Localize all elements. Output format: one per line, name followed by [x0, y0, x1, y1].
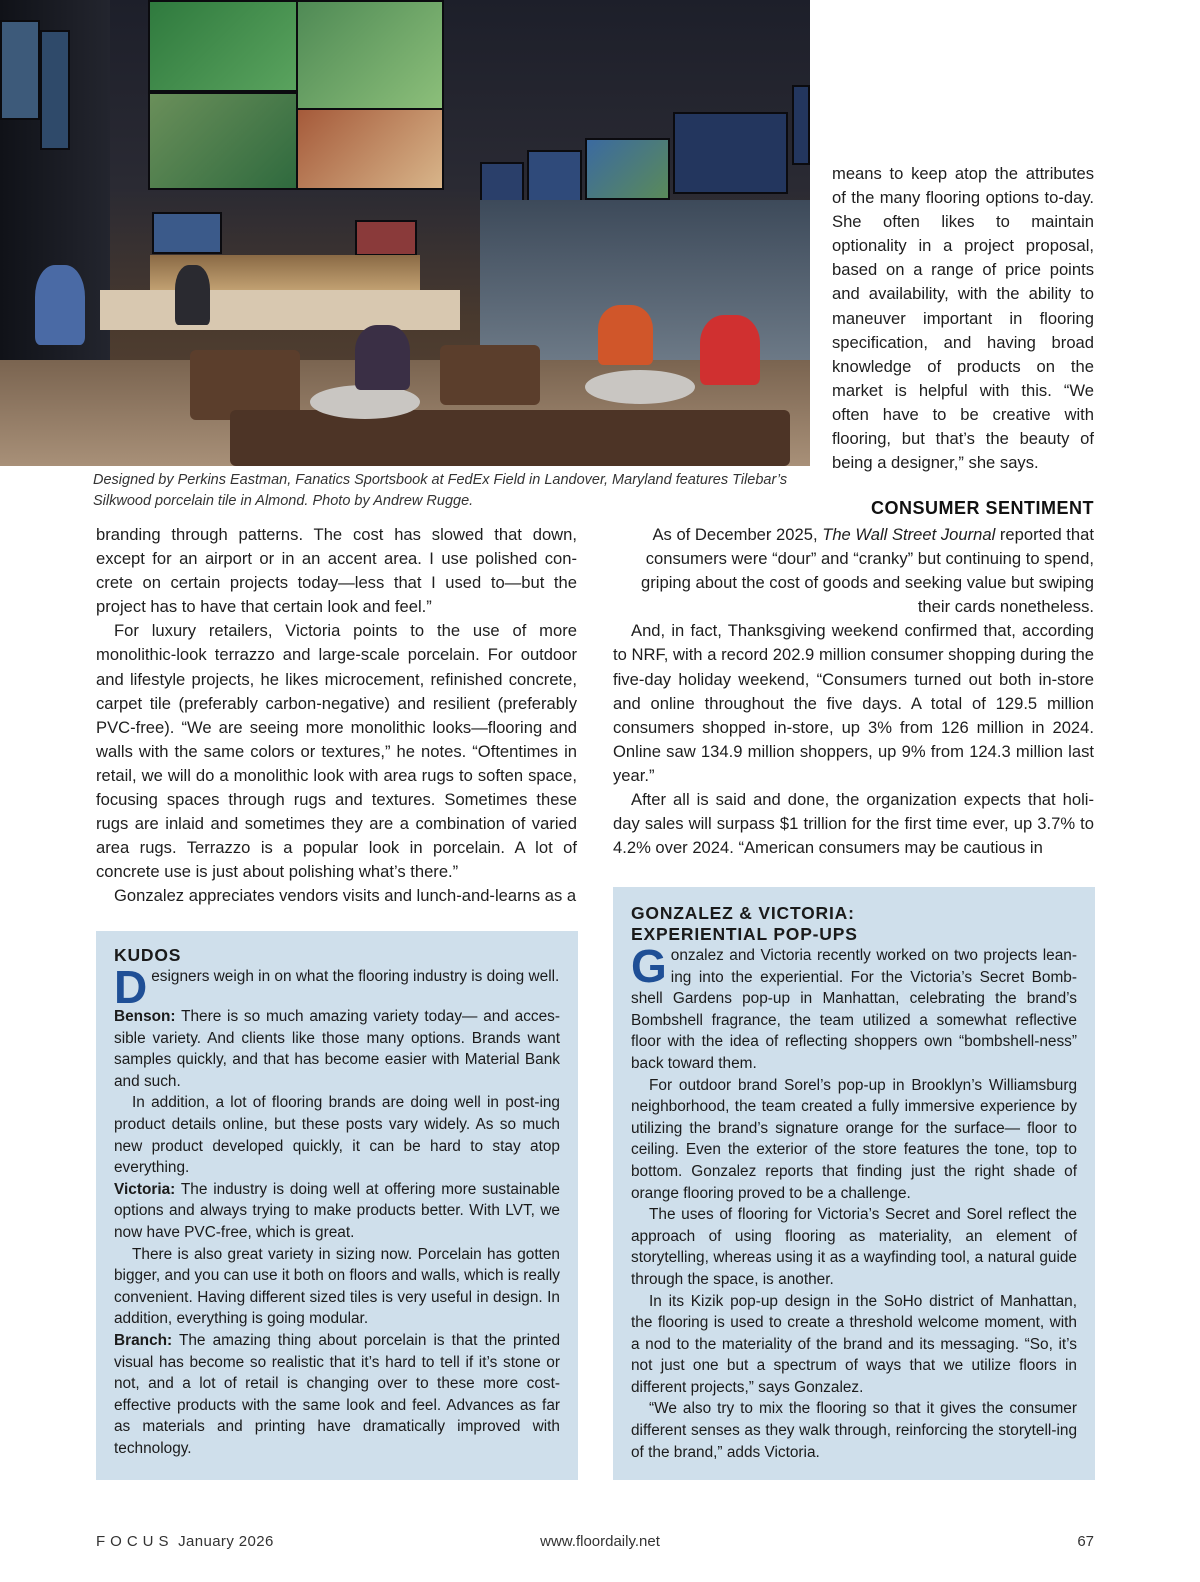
section-heading-consumer-sentiment: CONSUMER SENTIMENT: [870, 498, 1094, 518]
paragraph: In its Kizik pop-up design in the SoHo district of Manhattan, the flooring is used to create a threshold welcome moment, with a nod to the materiality of the brand and its messaging. “So, it’s not just one but a spectrum of ways that we utilize floors in different projects,” says Gonzalez.: [631, 1292, 1077, 1396]
paragraph: And, in fact, Thanksgiving weekend confirmed that, according to NRF, with a record 202.9 million consumer shopping during the five-day holiday weekend, “Consumers turned out both in-store and online throughout the five days. A total of 129.5 million consumers shopped in-store, up 3% from 126 million in 2024. Online saw 134.9 million shoppers, up 9% from 124.3 million last year.”: [613, 621, 1094, 785]
publication-name: The Wall Street Journal: [822, 525, 996, 544]
kudos-sidebar: [96, 931, 578, 1480]
paragraph: Branch: The amazing thing about porcelain is that the printed visual has become so realistic that it’s hard to tell if it’s stone or not, and a lot of retail is changing over to these more cost-effective products with the same look and feel. Advances as far as materials and printing have dramatically improved with technology.: [114, 1331, 560, 1457]
popups-sidebar: [613, 887, 1095, 1480]
paragraph: Gonzalez appreciates vendors visits and lunch-and-learns as a: [114, 886, 577, 906]
dropcap: D: [114, 961, 148, 1013]
footer-publication: FOCUS January 2026: [96, 1533, 274, 1550]
paragraph: “We also try to mix the flooring so that it gives the consumer different senses as they walk through, reinforcing the storytell-ing of the brand,” adds Victoria.: [631, 1400, 1077, 1461]
footer-website[interactable]: www.floordaily.net: [540, 1533, 660, 1550]
paragraph-lead: As of December 2025, The Wall Street Journal reported that consumers were “dour” and “cranky” but continuing to spend, griping about the cost of goods and seeking value but swiping their cards nonetheless.: [641, 525, 1094, 617]
sidebar-heading: KUDOS: [114, 945, 182, 965]
photo-caption: Designed by Perkins Eastman, Fanatics Sportsbook at FedEx Field in Landover, Maryland features Tilebar’s Silkwood porcelain tile in Almond. Photo by Andrew Rugge.: [93, 472, 788, 509]
dropcap: G: [631, 940, 667, 992]
paragraph: [613, 523, 1094, 619]
page-number: 67: [1077, 1533, 1094, 1550]
paragraph: means to keep atop the attributes of the many flooring options to-day. She often likes to maintain optionality in a project proposal, based on a range of price points and availability, with the ability to maneuver important in flooring specification, and having broad knowledge of products on the market is helpful with this. “We often have to be creative with flooring, but that’s the beauty of being a designer,” she says.: [832, 164, 1094, 473]
speaker-label: Victoria:: [114, 1180, 176, 1198]
left-column: [96, 523, 577, 909]
paragraph: The uses of flooring for Victoria’s Secret and Sorel reflect the approach of using flooring as materiality, an element of storytelling, whereas using it as a wayfinding tool, a natural guide through the space, is another.: [631, 1206, 1077, 1288]
sportsbook-photo: [0, 0, 810, 466]
paragraph: There is also great variety in sizing now. Porcelain has gotten bigger, and you can use it both on floors and walls, which is really convenient. Having different sized tiles is very useful in design. In addition, everything is going modular.: [114, 1245, 560, 1328]
paragraph: For outdoor brand Sorel’s pop-up in Brooklyn’s Williamsburg neighborhood, the team created a fully immersive experience by utilizing the brand’s signature orange for the surface— floor to ceiling. Even the exterior of the store features the tone, top to bottom. Gonzalez reports that finding just the right shade of orange flooring proved to be a challenge.: [631, 1076, 1077, 1202]
paragraph: In addition, a lot of flooring brands are doing well in post-ing product details online, but these posts vary widely. As so much new product developed quickly, it can be hard to stay atop everything.: [114, 1094, 560, 1177]
right-column: [613, 523, 1094, 860]
intro-paragraph: Designers weigh in on what the flooring industry is doing well.: [114, 961, 560, 1013]
speaker-label: Benson:: [114, 1008, 176, 1025]
sidebar-text: [631, 940, 1077, 1463]
paragraph: Benson: There is so much amazing variety today— and acces-sible variety. And clients like those many options. Brands want samples quickly, and that has become easier with Material Bank and such.: [114, 1008, 560, 1090]
paragraph: After all is said and done, the organization expects that holi-day sales will surpass $1 trillion for the first time ever, up 3.7% to 4.2% over 2024. “American consumers may be cautious in: [613, 790, 1094, 858]
sidebar-text: [114, 961, 560, 1459]
speaker-label: Branch:: [114, 1331, 173, 1349]
sidebar-heading: GONZALEZ & VICTORIA: EXPERIENTIAL POP-UPS: [631, 903, 858, 944]
paragraph: Gonzalez and Victoria recently worked on two projects lean-ing into the experiential. For the Victoria’s Secret Bomb-shell Gardens pop-up in Manhattan, celebrating the brand’s Bombshell fragrance, the team utilized a somewhat reflective floor with the idea of reflecting shoppers own “bombshell-ness” back toward them.: [631, 940, 1077, 1072]
paragraph: branding through patterns. The cost has slowed that down, except for an airport or in an accent area. I use polished con-crete on certain projects today—less that I used to—but the project has to have that certain look and feel.”: [96, 525, 577, 617]
right-top-column: [832, 162, 1094, 475]
paragraph: Victoria: The industry is doing well at offering more sustainable options and always trying to make products better. With LVT, we now have PVC-free, which is great.: [114, 1180, 560, 1241]
paragraph: For luxury retailers, Victoria points to the use of more monolithic-look terrazzo and large-scale porcelain. For outdoor and lifestyle projects, he likes microcement, refinished concrete, carpet tile (preferably carbon-negative) and resilient (preferably PVC-free). “We are seeing more monolithic looks—flooring and walls with the same colors or textures,” he notes. “Oftentimes in retail, we will do a monolithic look with area rugs to soften space, focusing spaces through rugs and textures. Sometimes these rugs are inlaid and sometimes they are a combination of varied area rugs. Terrazzo is a popular look in porcelain. A lot of concrete use is just about polishing what’s there.”: [96, 621, 577, 882]
